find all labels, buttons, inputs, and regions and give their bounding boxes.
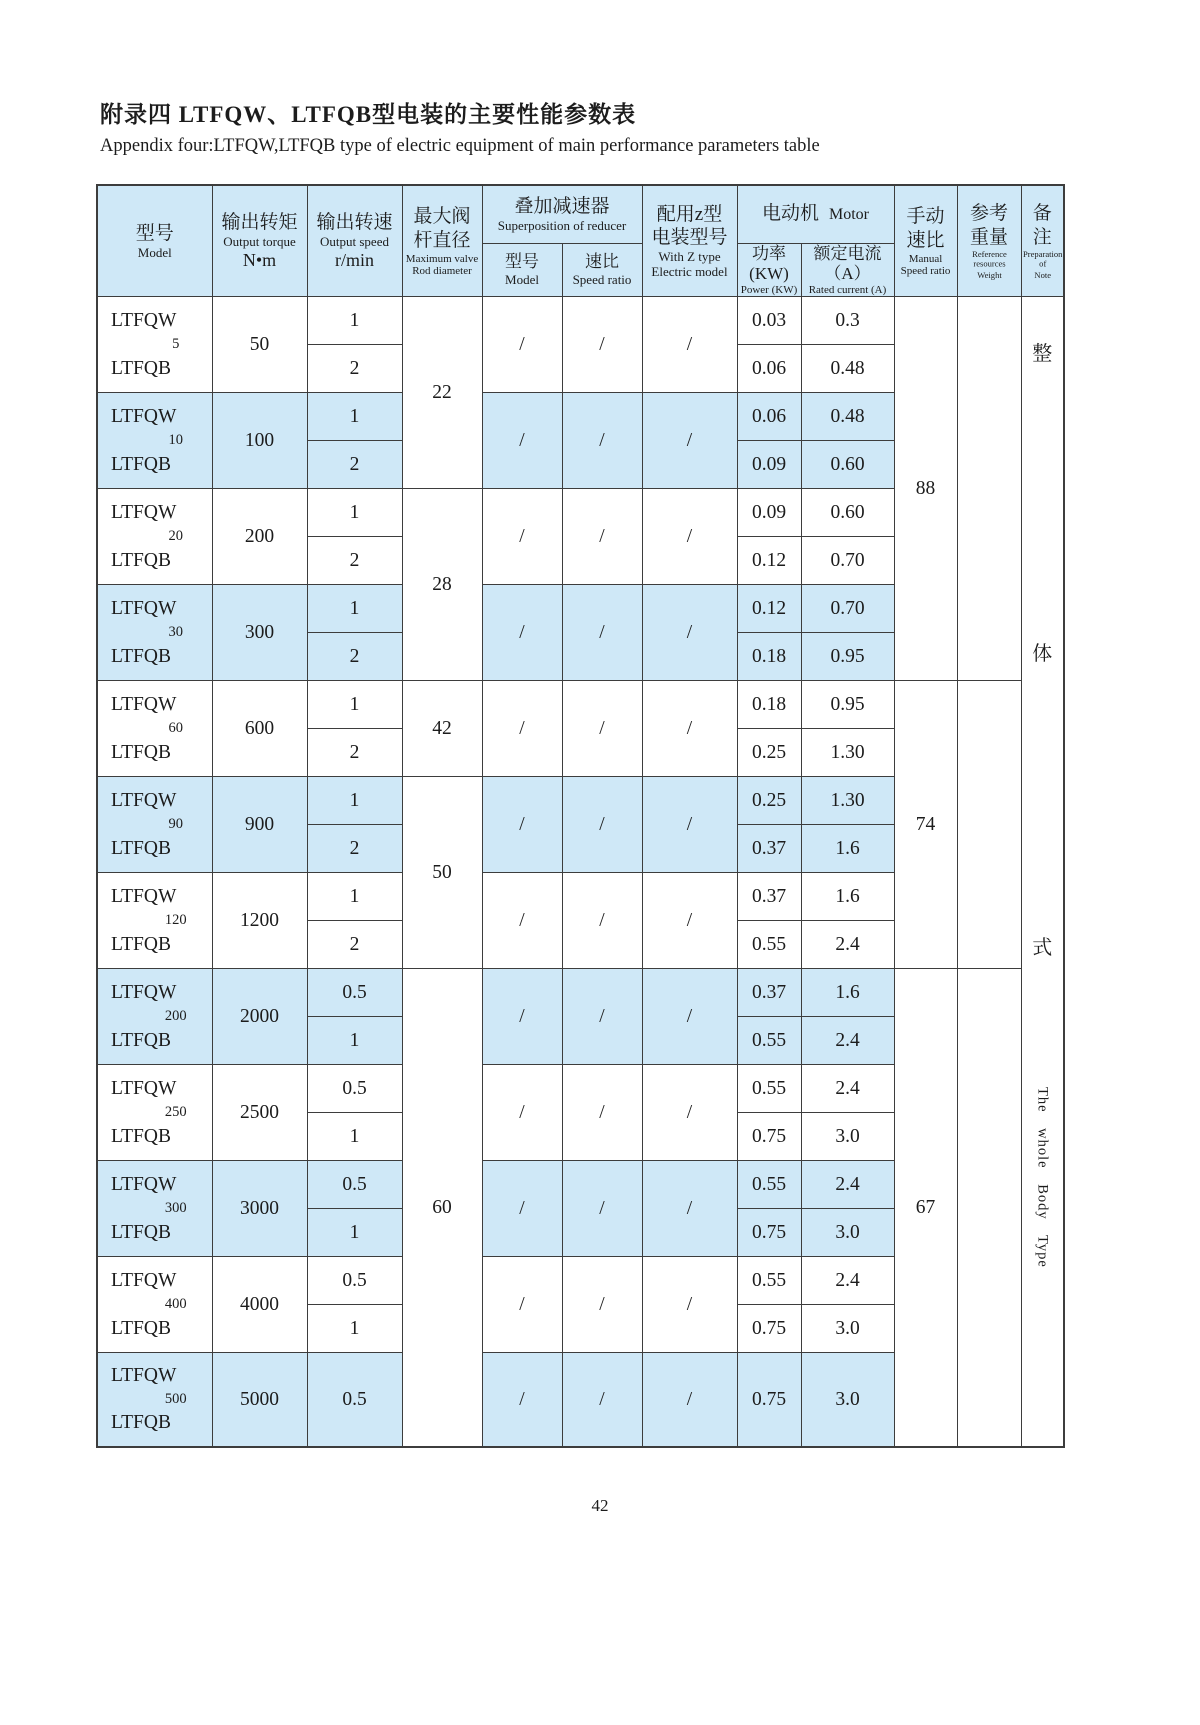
cell-torque-10: 100 bbox=[212, 393, 307, 489]
cell-torque-90: 900 bbox=[212, 777, 307, 873]
model-prefix: LTFQW bbox=[111, 1269, 177, 1291]
model-prefix: LTFQW bbox=[111, 1077, 177, 1099]
cell-ztype-90: / bbox=[642, 777, 737, 873]
cell-reducer-ratio-5: / bbox=[562, 297, 642, 393]
header-motor bbox=[737, 185, 894, 243]
header-reducer-ratio bbox=[562, 243, 642, 297]
model-prefix: LTFQW bbox=[111, 1364, 177, 1386]
model-number: 120 bbox=[164, 912, 187, 929]
cell-power-250-2: 0.75 bbox=[737, 1113, 801, 1161]
model-suffix: LTFQB bbox=[111, 933, 171, 955]
cell-reducer-ratio-500: / bbox=[562, 1353, 642, 1447]
model-suffix: LTFQB bbox=[111, 549, 171, 571]
cell-ztype-250: / bbox=[642, 1065, 737, 1161]
cell-power-200-1: 0.37 bbox=[737, 969, 801, 1017]
cell-model-20 bbox=[97, 489, 212, 585]
cell-torque-20: 200 bbox=[212, 489, 307, 585]
header-ztype-zh1: 配用z型 bbox=[656, 203, 723, 225]
cell-speed-300-2: 1 bbox=[307, 1209, 402, 1257]
cell-current-400-1: 2.4 bbox=[801, 1257, 894, 1305]
header-output-speed bbox=[307, 185, 402, 297]
header-current-en: Rated current (A) bbox=[808, 284, 887, 297]
cell-speed-60-2: 2 bbox=[307, 729, 402, 777]
cell-speed-90-2: 2 bbox=[307, 825, 402, 873]
cell-note-body bbox=[1021, 297, 1064, 1447]
cell-reducer-ratio-20: / bbox=[562, 489, 642, 585]
model-number: 20 bbox=[168, 528, 183, 545]
cell-model-120 bbox=[97, 873, 212, 969]
cell-speed-20-1: 1 bbox=[307, 489, 402, 537]
cell-reducer-model-10: / bbox=[482, 393, 562, 489]
cell-torque-500: 5000 bbox=[212, 1353, 307, 1447]
model-suffix: LTFQB bbox=[111, 1412, 171, 1434]
cell-speed-90-1: 1 bbox=[307, 777, 402, 825]
cell-model-200 bbox=[97, 969, 212, 1065]
cell-reducer-model-300: / bbox=[482, 1161, 562, 1257]
cell-power-90-2: 0.37 bbox=[737, 825, 801, 873]
cell-reducer-model-400: / bbox=[482, 1257, 562, 1353]
header-ztype bbox=[642, 185, 737, 297]
model-number: 60 bbox=[168, 720, 183, 737]
header-weight-zh1: 参考 bbox=[969, 202, 1008, 224]
cell-model-60 bbox=[97, 681, 212, 777]
cell-current-120-2: 2.4 bbox=[801, 921, 894, 969]
cell-power-5-1: 0.03 bbox=[737, 297, 801, 345]
cell-speed-120-1: 1 bbox=[307, 873, 402, 921]
header-power-en: Power (KW) bbox=[740, 284, 798, 297]
header-rod-zh1: 最大阀 bbox=[413, 206, 471, 228]
cell-speed-300-1: 0.5 bbox=[307, 1161, 402, 1209]
header-model-zh: 型号 bbox=[135, 222, 174, 244]
cell-torque-60: 600 bbox=[212, 681, 307, 777]
model-number: 300 bbox=[164, 1200, 187, 1217]
header-power bbox=[737, 243, 801, 297]
header-rod-en1: Maximum valve bbox=[405, 252, 479, 265]
cell-torque-5: 50 bbox=[212, 297, 307, 393]
cell-current-5-1: 0.3 bbox=[801, 297, 894, 345]
header-reducer-model-zh: 型号 bbox=[505, 252, 539, 272]
cell-ztype-300: / bbox=[642, 1161, 737, 1257]
cell-current-400-2: 3.0 bbox=[801, 1305, 894, 1353]
cell-current-200-1: 1.6 bbox=[801, 969, 894, 1017]
cell-ztype-400: / bbox=[642, 1257, 737, 1353]
header-torque-en: Output torque bbox=[223, 233, 296, 249]
cell-power-300-2: 0.75 bbox=[737, 1209, 801, 1257]
cell-torque-30: 300 bbox=[212, 585, 307, 681]
cell-model-10 bbox=[97, 393, 212, 489]
cell-power-20-2: 0.12 bbox=[737, 537, 801, 585]
header-output-torque bbox=[212, 185, 307, 297]
cell-power-60-1: 0.18 bbox=[737, 681, 801, 729]
cell-model-300 bbox=[97, 1161, 212, 1257]
cell-reducer-ratio-30: / bbox=[562, 585, 642, 681]
model-number: 250 bbox=[164, 1104, 187, 1121]
cell-torque-250: 2500 bbox=[212, 1065, 307, 1161]
header-speed-en: Output speed bbox=[320, 233, 389, 249]
header-rod-diameter bbox=[402, 185, 482, 297]
header-ztype-en2: Electric model bbox=[651, 263, 728, 279]
header-weight-zh2: 重量 bbox=[969, 226, 1008, 248]
cell-reducer-model-60: / bbox=[482, 681, 562, 777]
cell-manual-ratio-88: 88 bbox=[894, 297, 957, 681]
cell-power-400-1: 0.55 bbox=[737, 1257, 801, 1305]
header-weight-en2: Weight bbox=[976, 270, 1002, 280]
cell-rod-60: 60 bbox=[402, 969, 482, 1447]
note-column-content bbox=[1022, 299, 1063, 1445]
model-prefix: LTFQW bbox=[111, 789, 177, 811]
note-zh-3: 式 bbox=[1032, 936, 1053, 959]
page-number: 42 bbox=[591, 1495, 609, 1515]
cell-weight-empty-3 bbox=[957, 969, 1021, 1447]
header-current bbox=[801, 243, 894, 297]
header-reducer-ratio-zh: 速比 bbox=[585, 252, 619, 272]
header-speed-unit: r/min bbox=[335, 249, 374, 270]
header-note-zh1: 备 bbox=[1032, 202, 1052, 224]
cell-current-300-1: 2.4 bbox=[801, 1161, 894, 1209]
header-manual-ratio bbox=[894, 185, 957, 297]
header-note-en2: Note bbox=[1033, 270, 1051, 280]
header-ztype-zh2: 电装型号 bbox=[651, 227, 728, 249]
cell-model-500 bbox=[97, 1353, 212, 1447]
cell-model-400 bbox=[97, 1257, 212, 1353]
cell-manual-ratio-67: 67 bbox=[894, 969, 957, 1447]
cell-current-30-2: 0.95 bbox=[801, 633, 894, 681]
cell-torque-300: 3000 bbox=[212, 1161, 307, 1257]
cell-power-5-2: 0.06 bbox=[737, 345, 801, 393]
header-speed-zh: 输出转速 bbox=[316, 212, 393, 234]
cell-torque-400: 4000 bbox=[212, 1257, 307, 1353]
header-ztype-en1: With Z type bbox=[658, 249, 721, 264]
cell-reducer-model-200: / bbox=[482, 969, 562, 1065]
cell-rod-22: 22 bbox=[402, 297, 482, 489]
model-number: 5 bbox=[172, 336, 180, 353]
cell-model-30 bbox=[97, 585, 212, 681]
cell-ztype-30: / bbox=[642, 585, 737, 681]
header-current-zh: 额定电流（A） bbox=[813, 243, 882, 283]
cell-speed-60-1: 1 bbox=[307, 681, 402, 729]
header-model bbox=[97, 185, 212, 297]
cell-speed-200-2: 1 bbox=[307, 1017, 402, 1065]
model-suffix: LTFQB bbox=[111, 1029, 171, 1051]
cell-speed-10-2: 2 bbox=[307, 441, 402, 489]
cell-speed-120-2: 2 bbox=[307, 921, 402, 969]
cell-ztype-120: / bbox=[642, 873, 737, 969]
parameters-table bbox=[96, 184, 1065, 1448]
model-suffix: LTFQB bbox=[111, 1221, 171, 1243]
model-suffix: LTFQB bbox=[111, 837, 171, 859]
cell-power-20-1: 0.09 bbox=[737, 489, 801, 537]
model-prefix: LTFQW bbox=[111, 597, 177, 619]
cell-reducer-model-90: / bbox=[482, 777, 562, 873]
cell-ztype-5: / bbox=[642, 297, 737, 393]
cell-reducer-ratio-400: / bbox=[562, 1257, 642, 1353]
cell-weight-empty-2 bbox=[957, 681, 1021, 969]
cell-ztype-500: / bbox=[642, 1353, 737, 1447]
cell-power-120-2: 0.55 bbox=[737, 921, 801, 969]
model-suffix: LTFQB bbox=[111, 1317, 171, 1339]
model-prefix: LTFQW bbox=[111, 1173, 177, 1195]
cell-power-500-1: 0.75 bbox=[737, 1353, 801, 1447]
header-motor-en: Motor bbox=[829, 206, 869, 224]
cell-current-300-2: 3.0 bbox=[801, 1209, 894, 1257]
note-zh-1: 整 bbox=[1032, 342, 1053, 365]
header-rod-en2: Rod diameter bbox=[412, 264, 472, 277]
cell-torque-120: 1200 bbox=[212, 873, 307, 969]
cell-torque-200: 2000 bbox=[212, 969, 307, 1065]
model-prefix: LTFQW bbox=[111, 405, 177, 427]
header-torque-zh: 输出转矩 bbox=[221, 212, 298, 234]
cell-current-120-1: 1.6 bbox=[801, 873, 894, 921]
cell-rod-28: 28 bbox=[402, 489, 482, 681]
header-manual-en2: Speed ratio bbox=[900, 264, 951, 277]
cell-reducer-ratio-120: / bbox=[562, 873, 642, 969]
model-number: 400 bbox=[164, 1296, 187, 1313]
cell-current-10-1: 0.48 bbox=[801, 393, 894, 441]
cell-speed-400-2: 1 bbox=[307, 1305, 402, 1353]
cell-power-10-2: 0.09 bbox=[737, 441, 801, 489]
model-number: 500 bbox=[164, 1390, 187, 1407]
cell-reducer-ratio-60: / bbox=[562, 681, 642, 777]
cell-power-300-1: 0.55 bbox=[737, 1161, 801, 1209]
model-prefix: LTFQW bbox=[111, 501, 177, 523]
cell-speed-250-1: 0.5 bbox=[307, 1065, 402, 1113]
cell-reducer-ratio-300: / bbox=[562, 1161, 642, 1257]
cell-current-90-1: 1.30 bbox=[801, 777, 894, 825]
model-prefix: LTFQW bbox=[111, 885, 177, 907]
model-number: 10 bbox=[168, 432, 183, 449]
header-manual-en1: Manual bbox=[908, 252, 943, 265]
cell-power-30-2: 0.18 bbox=[737, 633, 801, 681]
header-note-en1: Preparation of bbox=[1022, 249, 1062, 270]
cell-speed-5-1: 1 bbox=[307, 297, 402, 345]
header-note-zh2: 注 bbox=[1032, 226, 1052, 248]
header-torque-unit: N•m bbox=[242, 249, 277, 270]
model-suffix: LTFQB bbox=[111, 645, 171, 667]
header-manual-zh2: 速比 bbox=[906, 230, 945, 252]
cell-power-60-2: 0.25 bbox=[737, 729, 801, 777]
cell-speed-10-1: 1 bbox=[307, 393, 402, 441]
cell-manual-ratio-74: 74 bbox=[894, 681, 957, 969]
header-reducer-model-en: Model bbox=[505, 271, 539, 287]
cell-ztype-60: / bbox=[642, 681, 737, 777]
cell-power-10-1: 0.06 bbox=[737, 393, 801, 441]
model-number: 200 bbox=[164, 1008, 187, 1025]
cell-current-500-1: 3.0 bbox=[801, 1353, 894, 1447]
header-note bbox=[1021, 185, 1064, 297]
cell-ztype-20: / bbox=[642, 489, 737, 585]
page-subtitle: Appendix four:LTFQW,LTFQB type of electric equipment of main performance parameters table bbox=[100, 136, 820, 156]
note-zh-2: 体 bbox=[1032, 642, 1053, 665]
cell-reducer-ratio-250: / bbox=[562, 1065, 642, 1161]
cell-power-120-1: 0.37 bbox=[737, 873, 801, 921]
cell-current-20-1: 0.60 bbox=[801, 489, 894, 537]
model-prefix: LTFQW bbox=[111, 309, 177, 331]
model-suffix: LTFQB bbox=[111, 1125, 171, 1147]
cell-weight-empty-1 bbox=[957, 297, 1021, 681]
model-number: 90 bbox=[168, 816, 183, 833]
cell-speed-5-2: 2 bbox=[307, 345, 402, 393]
cell-reducer-ratio-10: / bbox=[562, 393, 642, 489]
cell-power-200-2: 0.55 bbox=[737, 1017, 801, 1065]
cell-reducer-ratio-200: / bbox=[562, 969, 642, 1065]
cell-reducer-model-250: / bbox=[482, 1065, 562, 1161]
cell-power-250-1: 0.55 bbox=[737, 1065, 801, 1113]
cell-reducer-model-20: / bbox=[482, 489, 562, 585]
note-en-vertical: The whole Body Type bbox=[1034, 1086, 1051, 1268]
cell-current-10-2: 0.60 bbox=[801, 441, 894, 489]
header-reducer-zh: 叠加减速器 bbox=[514, 195, 610, 217]
cell-reducer-model-30: / bbox=[482, 585, 562, 681]
cell-current-200-2: 2.4 bbox=[801, 1017, 894, 1065]
cell-current-90-2: 1.6 bbox=[801, 825, 894, 873]
header-weight bbox=[957, 185, 1021, 297]
cell-model-250 bbox=[97, 1065, 212, 1161]
header-manual-zh1: 手动 bbox=[906, 206, 945, 228]
cell-current-60-1: 0.95 bbox=[801, 681, 894, 729]
cell-ztype-200: / bbox=[642, 969, 737, 1065]
cell-model-90 bbox=[97, 777, 212, 873]
cell-current-30-1: 0.70 bbox=[801, 585, 894, 633]
header-motor-zh: 电动机 bbox=[761, 203, 819, 225]
cell-power-30-1: 0.12 bbox=[737, 585, 801, 633]
cell-current-250-1: 2.4 bbox=[801, 1065, 894, 1113]
header-reducer-ratio-en: Speed ratio bbox=[572, 271, 632, 287]
cell-reducer-model-5: / bbox=[482, 297, 562, 393]
page-title: 附录四 LTFQW、LTFQB型电装的主要性能参数表 bbox=[100, 102, 637, 127]
cell-power-400-2: 0.75 bbox=[737, 1305, 801, 1353]
cell-speed-200-1: 0.5 bbox=[307, 969, 402, 1017]
model-prefix: LTFQW bbox=[111, 981, 177, 1003]
cell-model-5 bbox=[97, 297, 212, 393]
cell-speed-20-2: 2 bbox=[307, 537, 402, 585]
cell-power-90-1: 0.25 bbox=[737, 777, 801, 825]
model-number: 30 bbox=[168, 624, 183, 641]
header-rod-zh2: 杆直径 bbox=[413, 230, 471, 252]
model-suffix: LTFQB bbox=[111, 453, 171, 475]
cell-speed-500-1: 0.5 bbox=[307, 1353, 402, 1447]
cell-current-60-2: 1.30 bbox=[801, 729, 894, 777]
header-weight-en1: Reference resources bbox=[971, 249, 1007, 270]
cell-speed-30-1: 1 bbox=[307, 585, 402, 633]
model-suffix: LTFQB bbox=[111, 357, 171, 379]
cell-ztype-10: / bbox=[642, 393, 737, 489]
cell-speed-30-2: 2 bbox=[307, 633, 402, 681]
header-reducer-en: Superposition of reducer bbox=[497, 217, 627, 233]
cell-reducer-model-120: / bbox=[482, 873, 562, 969]
header-reducer bbox=[482, 185, 642, 243]
model-prefix: LTFQW bbox=[111, 693, 177, 715]
header-power-zh: 功率(KW) bbox=[749, 243, 789, 283]
model-suffix: LTFQB bbox=[111, 741, 171, 763]
cell-current-20-2: 0.70 bbox=[801, 537, 894, 585]
cell-rod-50: 50 bbox=[402, 777, 482, 969]
cell-current-250-2: 3.0 bbox=[801, 1113, 894, 1161]
cell-rod-42: 42 bbox=[402, 681, 482, 777]
cell-reducer-ratio-90: / bbox=[562, 777, 642, 873]
cell-speed-400-1: 0.5 bbox=[307, 1257, 402, 1305]
cell-speed-250-2: 1 bbox=[307, 1113, 402, 1161]
header-model-en: Model bbox=[137, 244, 172, 260]
cell-current-5-2: 0.48 bbox=[801, 345, 894, 393]
header-reducer-model bbox=[482, 243, 562, 297]
cell-reducer-model-500: / bbox=[482, 1353, 562, 1447]
